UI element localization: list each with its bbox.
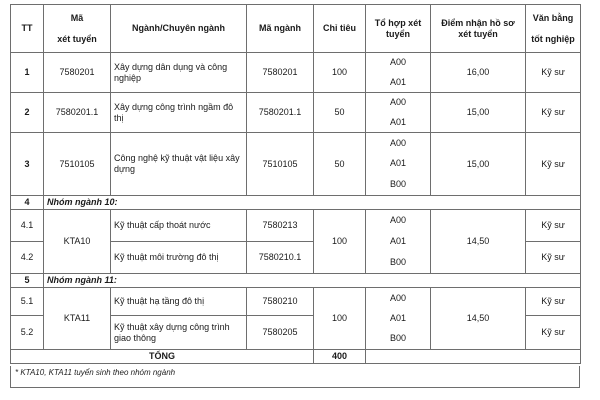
header-ma-xet-tuyen-line1: Mã (70, 12, 84, 23)
to-hop-item: A01 (389, 116, 406, 127)
header-ma-nganh: Mã ngành (247, 5, 314, 53)
group-tt: 4 (11, 196, 44, 210)
row-tt: 2 (11, 93, 44, 133)
header-chi-tieu: Chỉ tiêu (314, 5, 366, 53)
row-nganh: Kỹ thuật hạ tầng đô thị (111, 288, 247, 316)
header-nganh: Ngành/Chuyên ngành (111, 5, 247, 53)
row-to-hop (366, 53, 431, 93)
row-ma-nganh: 7580201.1 (247, 93, 314, 133)
table-row (11, 288, 581, 316)
row-ma-nganh: 7580201 (247, 53, 314, 93)
header-row (11, 5, 581, 53)
group-ma-xet-tuyen: KTA11 (44, 288, 111, 350)
to-hop-item: A00 (389, 137, 406, 148)
row-nganh: Kỹ thuật cấp thoát nước (111, 210, 247, 242)
to-hop-item: A01 (389, 312, 406, 323)
to-hop-item: A01 (389, 236, 406, 246)
row-diem: 15,00 (431, 93, 526, 133)
header-to-hop: Tổ hợp xét tuyển (366, 5, 431, 53)
row-ma-nganh: 7580205 (247, 316, 314, 350)
header-diem: Điểm nhận hồ sơ xét tuyển (431, 5, 526, 53)
admissions-table (10, 4, 581, 364)
row-tt: 5.2 (11, 316, 44, 350)
row-tt: 3 (11, 133, 44, 196)
row-to-hop (366, 133, 431, 196)
group-chi-tieu: 100 (314, 288, 366, 350)
group-title: Nhóm ngành 11: (44, 274, 581, 288)
total-row (11, 350, 581, 364)
to-hop-item: B00 (389, 179, 406, 190)
row-van-bang: Kỹ sư (526, 53, 581, 93)
row-tt: 5.1 (11, 288, 44, 316)
to-hop-item: B00 (389, 257, 406, 267)
header-ma-xet-tuyen (44, 5, 111, 53)
row-chi-tieu: 50 (314, 133, 366, 196)
row-ma-nganh: 7580213 (247, 210, 314, 242)
row-ma-xet-tuyen: 7580201 (44, 53, 111, 93)
row-van-bang: Kỹ sư (526, 210, 581, 242)
row-nganh: Kỹ thuật xây dựng công trình giao thông (111, 316, 247, 350)
row-ma-nganh: 7580210 (247, 288, 314, 316)
group-diem: 14,50 (431, 210, 526, 274)
header-tt: TT (11, 5, 44, 53)
row-ma-nganh: 7580210.1 (247, 242, 314, 274)
total-empty (366, 350, 581, 364)
header-ma-xet-tuyen-line2: xét tuyển (57, 33, 97, 44)
header-van-bang (526, 5, 581, 53)
row-tt: 4.2 (11, 242, 44, 274)
row-nganh: Xây dựng dân dụng và công nghiệp (111, 53, 247, 93)
table-row (11, 93, 581, 133)
group-to-hop (366, 288, 431, 350)
row-nganh: Xây dựng công trình ngầm đô thị (111, 93, 247, 133)
to-hop-item: A00 (389, 292, 406, 303)
row-nganh: Công nghệ kỹ thuật vật liệu xây dựng (111, 133, 247, 196)
to-hop-item: A00 (389, 97, 406, 108)
row-van-bang: Kỹ sư (526, 288, 581, 316)
table-row (11, 210, 581, 242)
total-label: TỔNG (11, 350, 314, 364)
group-to-hop (366, 210, 431, 274)
group-tt: 5 (11, 274, 44, 288)
group-title: Nhóm ngành 10: (44, 196, 581, 210)
row-chi-tieu: 50 (314, 93, 366, 133)
group-header-row (11, 274, 581, 288)
row-diem: 15,00 (431, 133, 526, 196)
row-nganh: Kỹ thuật môi trường đô thị (111, 242, 247, 274)
group-chi-tieu: 100 (314, 210, 366, 274)
table-row (11, 133, 581, 196)
group-header-row (11, 196, 581, 210)
row-chi-tieu: 100 (314, 53, 366, 93)
row-van-bang: Kỹ sư (526, 93, 581, 133)
row-van-bang: Kỹ sư (526, 242, 581, 274)
table-row (11, 53, 581, 93)
to-hop-item: A00 (389, 215, 406, 225)
total-value: 400 (314, 350, 366, 364)
group-diem: 14,50 (431, 288, 526, 350)
row-tt: 4.1 (11, 210, 44, 242)
footnote: * KTA10, KTA11 tuyển sinh theo nhóm ngành (10, 366, 580, 388)
row-ma-nganh: 7510105 (247, 133, 314, 196)
group-ma-xet-tuyen: KTA10 (44, 210, 111, 274)
row-ma-xet-tuyen: 7580201.1 (44, 93, 111, 133)
row-van-bang: Kỹ sư (526, 316, 581, 350)
row-ma-xet-tuyen: 7510105 (44, 133, 111, 196)
row-diem: 16,00 (431, 53, 526, 93)
to-hop-item: A01 (389, 158, 406, 169)
to-hop-item: A00 (389, 57, 406, 68)
header-van-bang-line2: tốt nghiệp (531, 33, 575, 44)
row-to-hop (366, 93, 431, 133)
to-hop-item: B00 (389, 333, 406, 344)
to-hop-item: A01 (389, 76, 406, 87)
header-van-bang-line1: Văn bằng (532, 12, 574, 23)
row-van-bang: Kỹ sư (526, 133, 581, 196)
row-tt: 1 (11, 53, 44, 93)
